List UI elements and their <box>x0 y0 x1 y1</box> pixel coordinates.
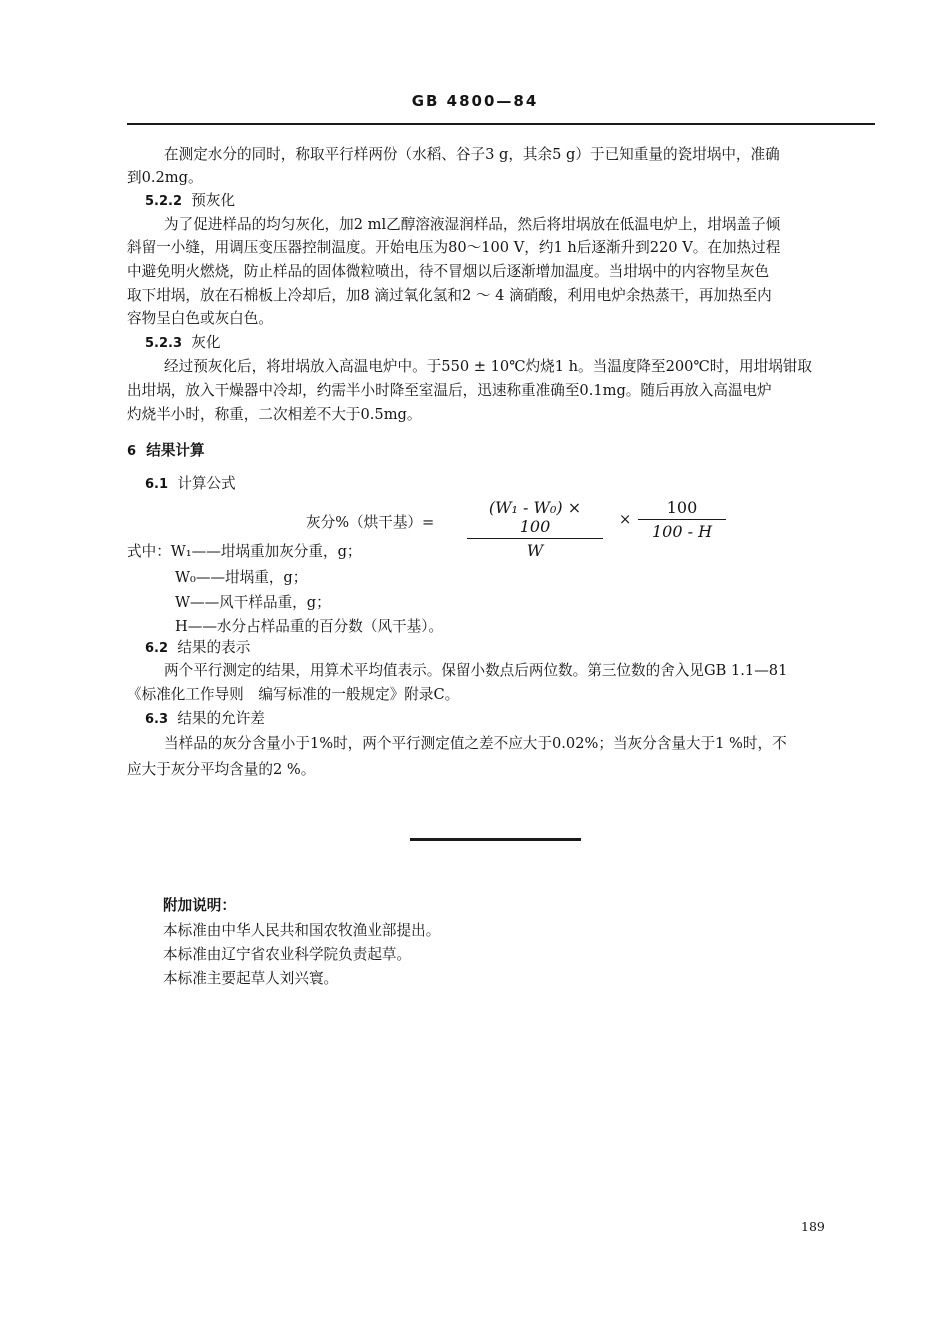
formula-fraction-1 <box>467 498 603 560</box>
formula-times: × <box>619 511 632 528</box>
para-line: 经过预灰化后，将坩埚放入高温电炉中。于550 ± 10℃灼烧1 h。当温度降至200℃时，用坩埚钳取 <box>164 358 812 375</box>
para-line: 取下坩埚，放在石棉板上冷却后，加8 滴过氧化氢和2 ～ 4 滴硝酸，利用电炉余热蒸干，再加热至内 <box>127 287 772 304</box>
para-line: 到0.2mg。 <box>127 169 203 186</box>
para-line: 容物呈白色或灰白色。 <box>127 310 273 327</box>
where-w: W——风干样品重，g； <box>175 594 331 611</box>
section-title: 计算公式 <box>177 475 236 492</box>
section-number: 6.2 <box>145 641 169 656</box>
section-title: 结果的表示 <box>177 639 251 656</box>
para-line: 斜留一小缝，用调压变压器控制温度。开始电压为80～100 V，约1 h后逐渐升到220 V。在加热过程 <box>127 239 781 256</box>
section-number: 5.2.3 <box>145 336 183 351</box>
para-line: 中避免明火燃烧，防止样品的固体微粒喷出，待不冒烟以后逐渐增加温度。当坩埚中的内容物呈灰色 <box>127 263 770 280</box>
para-line: 为了促进样品的均匀灰化，加2 ml乙醇溶液湿润样品，然后将坩埚放在低温电炉上，坩埚盖子倾 <box>164 216 781 233</box>
formula-denominator: W <box>526 541 544 560</box>
formula-numerator: 100 <box>638 498 726 520</box>
section-number: 5.2.2 <box>145 194 183 209</box>
header-rule <box>127 123 875 125</box>
appendix-line: 本标准由中华人民共和国农牧渔业部提出。 <box>163 922 441 939</box>
formula-lhs: 灰分%（烘干基）= <box>306 514 435 531</box>
page-number: 189 <box>801 1219 825 1234</box>
para-line: 《标准化工作导则 编写标准的一般规定》附录C。 <box>127 686 460 703</box>
section-5-2-2-heading <box>145 191 235 212</box>
formula-denominator: 100 - H <box>651 522 713 541</box>
para-line: 应大于灰分平均含量的2 %。 <box>127 761 316 778</box>
where-w0: W₀——坩埚重，g； <box>175 569 308 586</box>
where-h: H——水分占样品重的百分数（风干基）。 <box>175 618 444 635</box>
end-separator <box>410 838 581 841</box>
section-title: 预灰化 <box>191 192 236 209</box>
formula-fraction-2 <box>638 498 726 541</box>
formula-numerator: (W₁ - W₀) × 100 <box>467 498 603 539</box>
section-title: 灰化 <box>191 334 221 351</box>
para-line: 当样品的灰分含量小于1%时，两个平行测定值之差不应大于0.02%；当灰分含量大于1 %时，不 <box>164 735 787 752</box>
section-6-2-heading <box>145 638 250 659</box>
para-line: 出坩埚，放入干燥器中冷却，约需半小时降至室温后，迅速称重准确至0.1mg。随后再放入高温电炉 <box>127 382 772 399</box>
section-title: 结果的允许差 <box>177 710 265 727</box>
para-line: 两个平行测定的结果，用算术平均值表示。保留小数点后两位数。第三位数的舍入见GB 1.1—81 <box>164 662 788 679</box>
section-number: 6.3 <box>145 712 169 727</box>
appendix-line: 本标准由辽宁省农业科学院负责起草。 <box>163 946 412 963</box>
section-6-3-heading <box>145 709 265 730</box>
section-6-heading <box>127 441 205 462</box>
where-w1: 式中：W₁——坩埚重加灰分重，g； <box>127 543 362 560</box>
section-number: 6 <box>127 444 137 459</box>
appendix-title: 附加说明： <box>163 897 236 914</box>
para-line: 灼烧半小时，称重，二次相差不大于0.5mg。 <box>127 406 422 423</box>
section-title: 结果计算 <box>146 442 205 459</box>
appendix-line: 本标准主要起草人刘兴寰。 <box>163 970 339 987</box>
page-header: GB 4800—84 <box>411 92 539 110</box>
section-6-1-heading <box>145 474 236 495</box>
para-line: 在测定水分的同时，称取平行样两份（水稻、谷子3 g，其余5 g）于已知重量的瓷坩埚中，准确 <box>164 146 780 163</box>
section-5-2-3-heading <box>145 333 221 354</box>
section-number: 6.1 <box>145 477 169 492</box>
